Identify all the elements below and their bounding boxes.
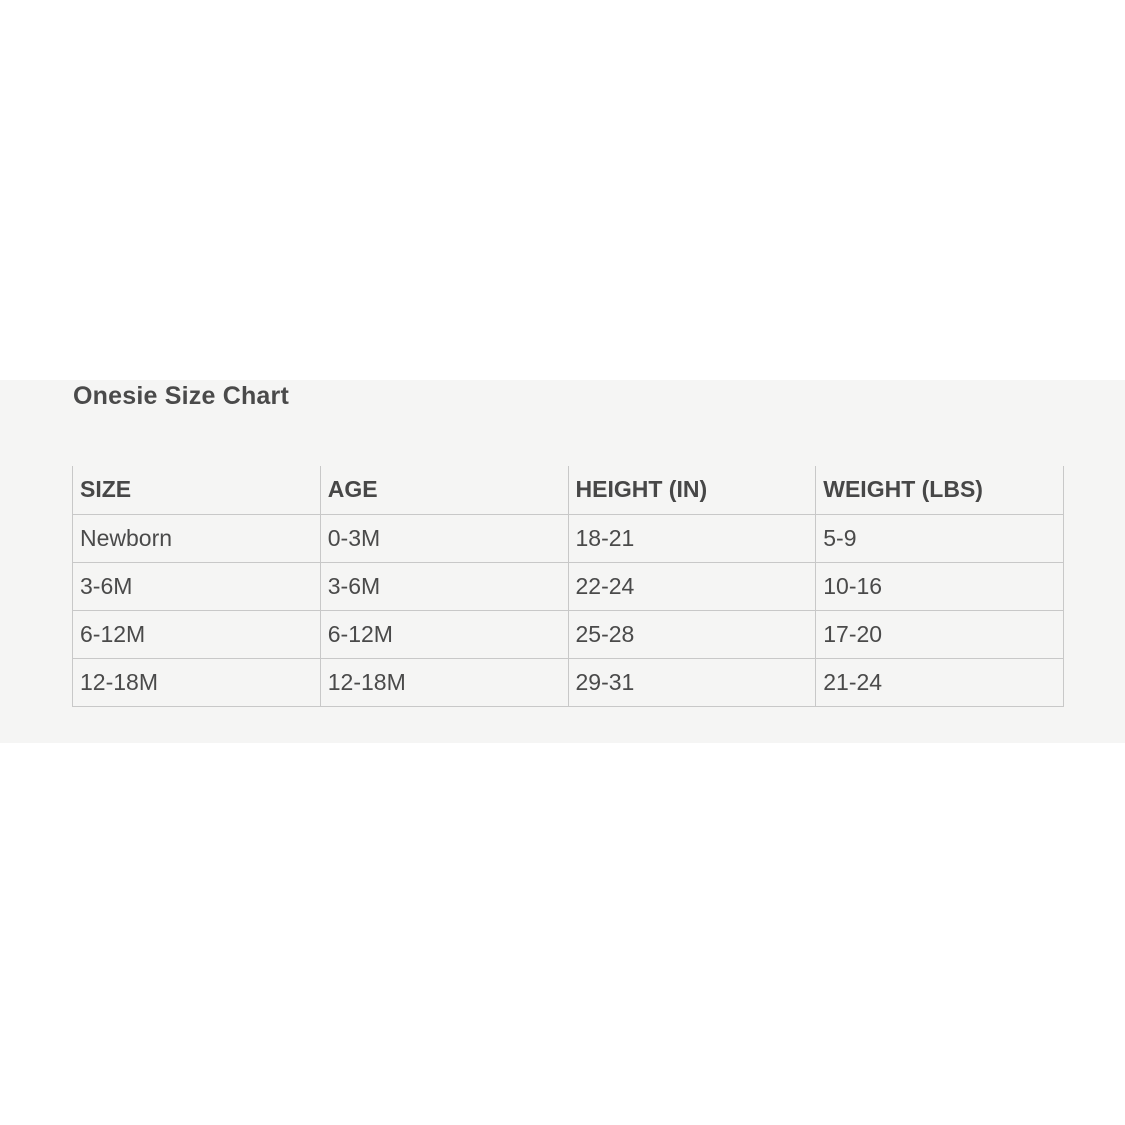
header-size: SIZE xyxy=(73,466,321,514)
cell-size: 3-6M xyxy=(73,562,321,610)
cell-size: Newborn xyxy=(73,514,321,562)
cell-age: 3-6M xyxy=(320,562,568,610)
cell-height: 22-24 xyxy=(568,562,816,610)
cell-age: 12-18M xyxy=(320,658,568,706)
size-chart-table xyxy=(72,466,1064,707)
table-row xyxy=(73,514,1064,562)
table-row xyxy=(73,658,1064,706)
cell-weight: 5-9 xyxy=(816,514,1064,562)
header-weight: WEIGHT (LBS) xyxy=(816,466,1064,514)
table-row xyxy=(73,610,1064,658)
table-header-row xyxy=(73,466,1064,514)
cell-height: 18-21 xyxy=(568,514,816,562)
cell-size: 12-18M xyxy=(73,658,321,706)
cell-weight: 21-24 xyxy=(816,658,1064,706)
cell-age: 0-3M xyxy=(320,514,568,562)
header-age: AGE xyxy=(320,466,568,514)
cell-height: 25-28 xyxy=(568,610,816,658)
header-height: HEIGHT (IN) xyxy=(568,466,816,514)
table-row xyxy=(73,562,1064,610)
page-title: Onesie Size Chart xyxy=(73,382,289,410)
cell-age: 6-12M xyxy=(320,610,568,658)
cell-weight: 10-16 xyxy=(816,562,1064,610)
cell-weight: 17-20 xyxy=(816,610,1064,658)
cell-height: 29-31 xyxy=(568,658,816,706)
cell-size: 6-12M xyxy=(73,610,321,658)
